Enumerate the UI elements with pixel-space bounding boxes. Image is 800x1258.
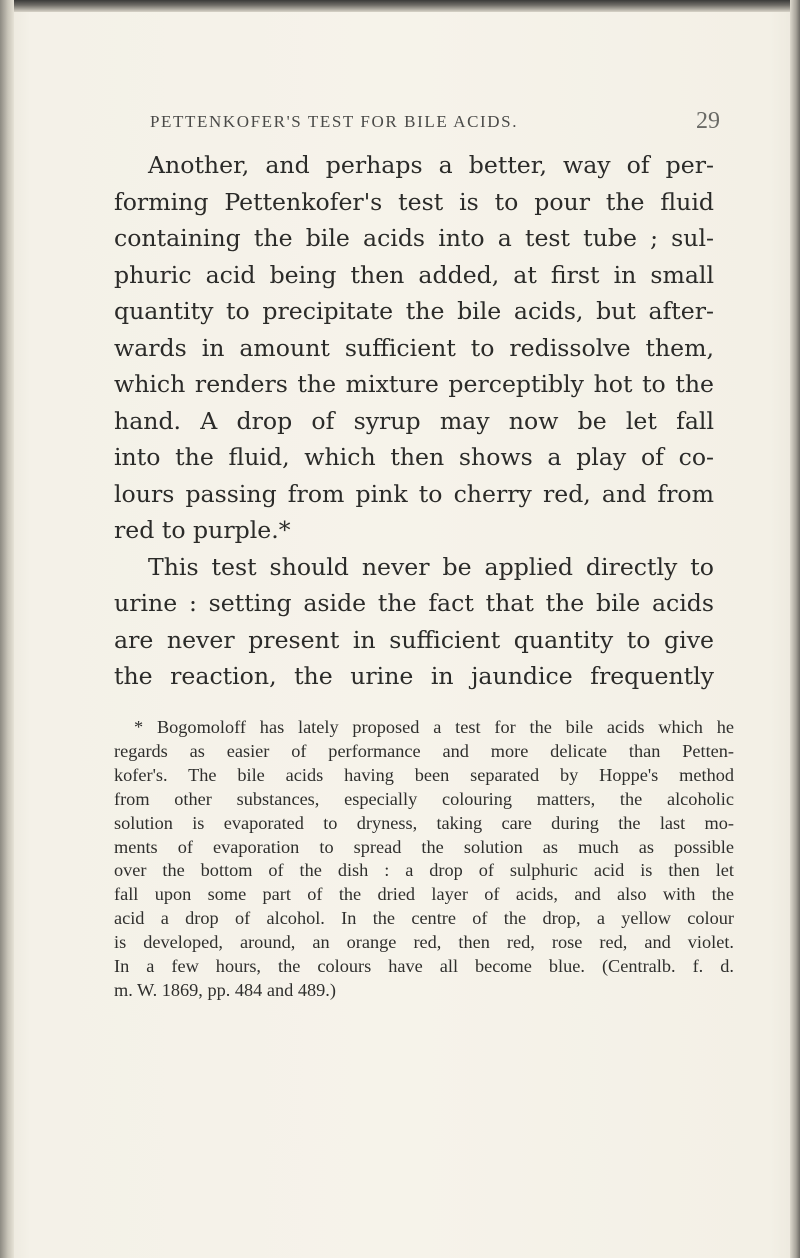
body-line: urine : setting aside the fact that the bile acids: [114, 589, 714, 617]
footnote-line: ments of evaporation to spread the solution as much as possible: [114, 836, 734, 857]
body-line: are never present in sufficient quantity to give: [114, 625, 714, 654]
footnote-line: m. W. 1869, pp. 484 and 489.): [114, 979, 336, 1000]
page-right-edge: [790, 0, 800, 1258]
body-line: into the fluid, which then shows a play of co-: [114, 443, 714, 471]
body-line: Another, and perhaps a better, way of per-: [148, 151, 714, 179]
body-text: [114, 147, 714, 695]
footnote-line: In a few hours, the colours have all become blue. (Centralb. f. d.: [114, 956, 734, 977]
footnote-line: over the bottom of the dish : a drop of sulphuric acid is then let: [114, 860, 734, 881]
body-line: hand. A drop of syrup may now be let fall: [114, 406, 714, 435]
footnote-line: regards as easier of performance and more delicate than Petten-: [114, 740, 734, 761]
body-line: quantity to precipitate the bile acids, but after-: [114, 297, 714, 325]
body-line: lours passing from pink to cherry red, and from: [114, 479, 714, 508]
body-line: which renders the mixture perceptibly hot to the: [114, 370, 714, 398]
page-header: [150, 108, 720, 138]
body-line: wards in amount sufficient to redissolve them,: [114, 333, 714, 362]
body-line: containing the bile acids into a test tube ; sul-: [114, 224, 714, 252]
page-left-edge: [0, 0, 14, 1258]
body-line: This test should never be applied directly to: [148, 552, 714, 581]
footnote-line: from other substances, especially colouring matters, the alcoholic: [114, 788, 734, 809]
footnote-line: fall upon some part of the dried layer of acids, and also with the: [114, 884, 734, 905]
body-line: forming Pettenkofer's test is to pour the fluid: [114, 187, 714, 216]
body-line: the reaction, the urine in jaundice frequently: [114, 662, 714, 690]
footnote-line: kofer's. The bile acids having been separated by Hoppe's method: [114, 764, 734, 785]
running-title: PETTENKOFER'S TEST FOR BILE ACIDS.: [150, 112, 519, 131]
body-line: phuric acid being then added, at first in small: [114, 260, 714, 289]
footnote-line: solution is evaporated to dryness, taking care during the last mo-: [114, 812, 734, 833]
footnote-line: is developed, around, an orange red, then red, rose red, and violet.: [114, 932, 734, 953]
footnote: [114, 716, 734, 1003]
footnote-line: acid a drop of alcohol. In the centre of the drop, a yellow colour: [114, 908, 734, 929]
body-line: red to purple.*: [114, 516, 291, 544]
footnote-line: * Bogomoloff has lately proposed a test for the bile acids which he: [134, 717, 734, 737]
page-number: 29: [696, 108, 720, 134]
page-top-edge: [0, 0, 800, 12]
